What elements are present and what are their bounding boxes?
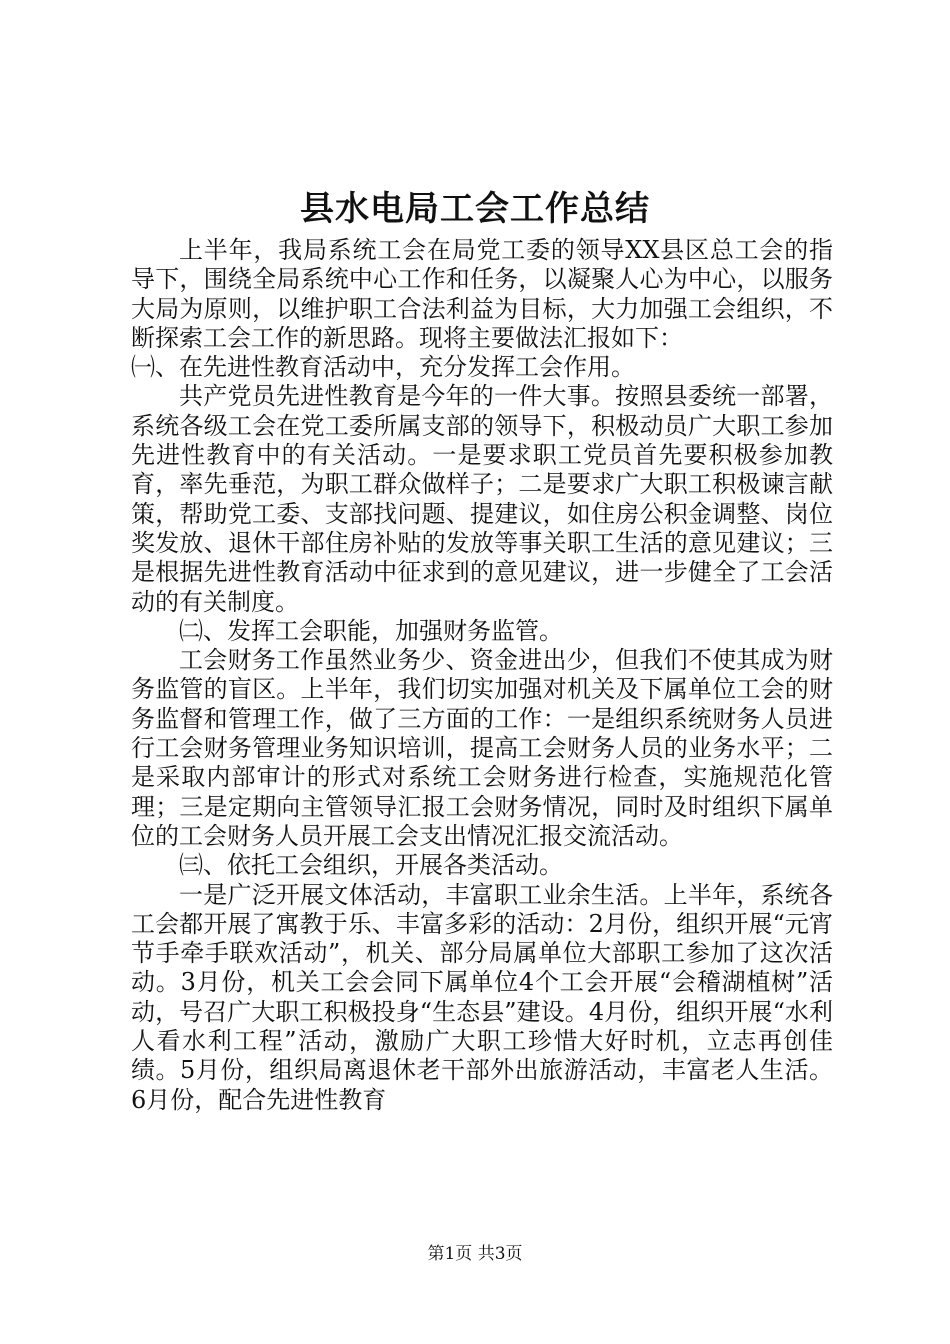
intro-paragraph: 上半年，我局系统工会在局党工委的领导XX县区总工会的指导下，围绕全局系统中心工作和任务，以凝聚人心为中心，以服务大局为原则，以维护职工合法利益为目标，大力加强工会组织，不断探索工会工作的新思路。现将主要做法汇报如下： — [131, 236, 833, 352]
section-heading-2: ㈡、发挥工会职能，加强财务监管。 — [179, 616, 563, 645]
section-3-paragraph: 一是广泛开展文体活动，丰富职工业余生活。上半年，系统各工会都开展了寓教于乐、丰富多彩的活动：2月份，组织开展“元宵节手牵手联欢活动”，机关、部分局属单位大部职工参加了这次活动。3月份，机关工会会同下属单位4个工会开展“会稽湖植树”活动，号召广大职工积极投身“生态县”建设。4月份，组织开展“水利人看水利工程”活动，激励广大职工珍惜大好时机，立志再创佳绩。5月份，组织局离退休老干部外出旅游活动，丰富老人生活。6月份，配合先进性教育 — [131, 880, 833, 1114]
section-1-paragraph: 共产党员先进性教育是今年的一件大事。按照县委统一部署，系统各级工会在党工委所属支部的领导下，积极动员广大职工参加先进性教育中的有关活动。一是要求职工党员首先要积极参加教育，率先垂范，为职工群众做样子；二是要求广大职工积极谏言献策，帮助党工委、支部找问题、提建议，如住房公积金调整、岗位奖发放、退休干部住房补贴的发放等事关职工生活的意见建议；三是根据先进性教育活动中征求到的意见建议，进一步健全了工会活动的有关制度。 — [131, 382, 833, 616]
document-body — [131, 236, 833, 1115]
section-heading-3: ㈢、依托工会组织，开展各类活动。 — [179, 851, 563, 880]
page-number-footer: 第1页 共3页 — [427, 1244, 523, 1264]
document-title: 县水电局工会工作总结 — [300, 189, 650, 229]
section-heading-1: ㈠、在先进性教育活动中，充分发挥工会作用。 — [131, 353, 635, 382]
section-2-paragraph: 工会财务工作虽然业务少、资金进出少，但我们不使其成为财务监管的盲区。上半年，我们切实加强对机关及下属单位工会的财务监督和管理工作，做了三方面的工作：一是组织系统财务人员进行工会财务管理业务知识培训，提高工会财务人员的业务水平；二是采取内部审计的形式对系统工会财务进行检查，实施规范化管理；三是定期向主管领导汇报工会财务情况，同时及时组织下属单位的工会财务人员开展工会支出情况汇报交流活动。 — [131, 646, 833, 850]
